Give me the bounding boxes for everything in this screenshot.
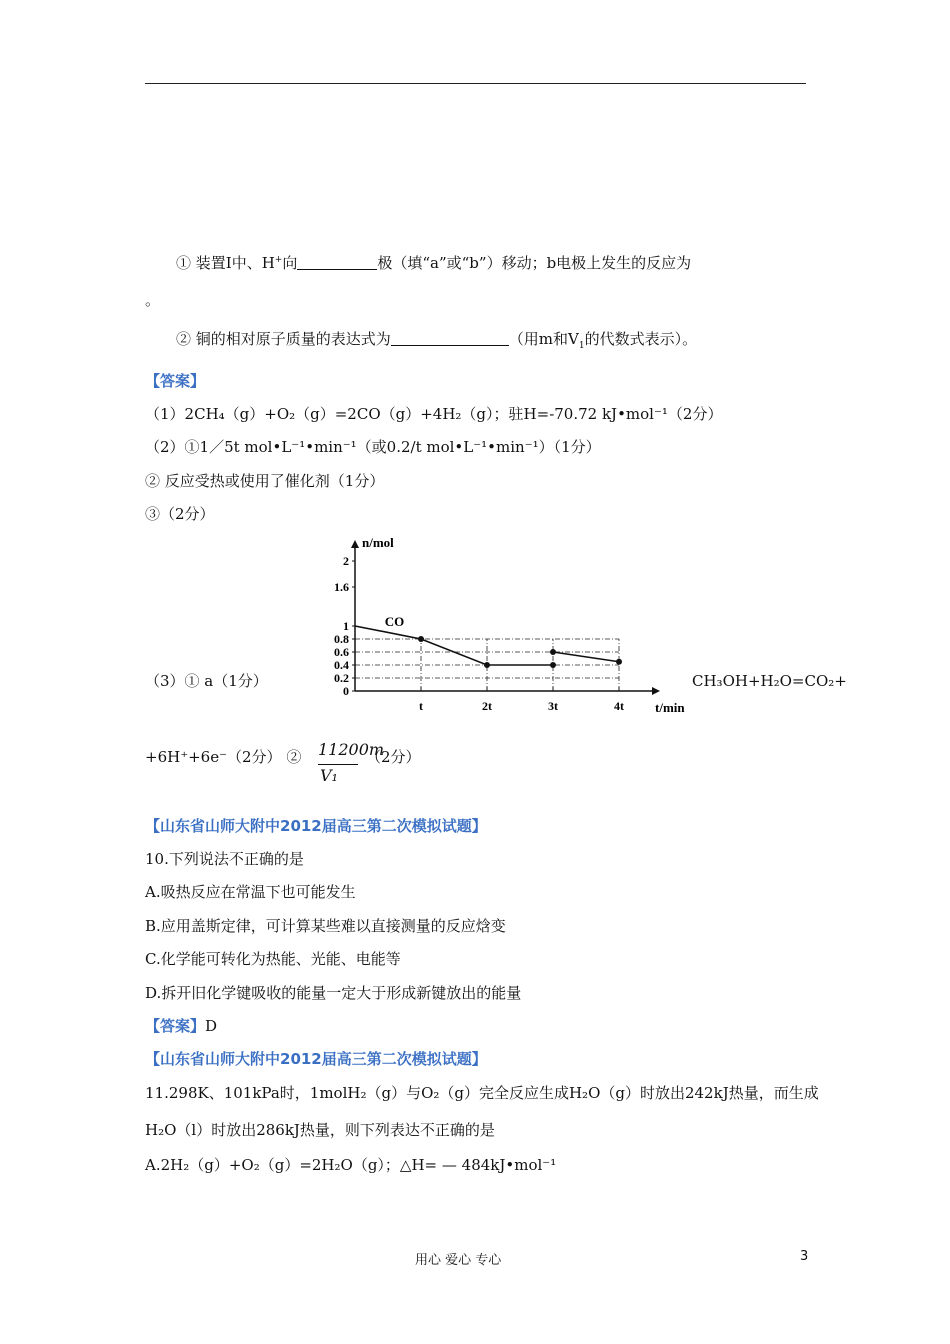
footer-slogan: 用心 爱心 专心: [415, 1253, 502, 1268]
q11-option-a: A.2H₂（g）+O₂（g）=2H₂O（g）；△H= — 484kJ•mol⁻¹: [145, 1156, 557, 1174]
x-tick-label: 2t: [482, 699, 492, 713]
y-axis-label: n/mol: [362, 535, 394, 550]
q10-answer: [145, 1016, 217, 1036]
x-axis-label: t/min: [655, 700, 685, 715]
answer-tag-2: 【答案】: [145, 1017, 206, 1035]
q10-option-d: D.拆开旧化学键吸收的能量一定大于形成新键放出的能量: [145, 984, 522, 1002]
y-tick-label: 1: [343, 619, 349, 633]
fraction-numerator: 11200m: [318, 740, 385, 759]
x-axis-arrow: [652, 687, 660, 695]
answer-part-3-cont: +6H⁺+6e⁻（2分） ②: [145, 748, 302, 766]
answer-part-1: （1）2CH₄（g）+O₂（g）=2CO（g）+4H₂（g）；驻H=-70.72 kJ•mol⁻¹（2分）: [145, 405, 723, 423]
fraction-denominator: V₁: [320, 766, 338, 785]
x-tick-label: 4t: [614, 699, 624, 713]
y-tick-label: 0.6: [334, 645, 349, 659]
y-tick-label: 0.8: [334, 632, 349, 646]
y-tick-label: 1.6: [334, 580, 349, 594]
co-data-point: [616, 659, 622, 665]
fraction-bar: [318, 764, 358, 765]
source-heading-2: 【山东省山师大附中2012届高三第二次模拟试题】: [145, 1050, 487, 1068]
y-tick-label: 2: [343, 554, 349, 568]
q-line-1: ① 装置Ⅰ中、H+向 极（填“a”或“b”）移动；b电极上发生的反应为: [176, 254, 692, 272]
answer-part-3-score: （2分）: [366, 748, 421, 766]
page-number: 3: [800, 1249, 809, 1264]
q-line-3: ② 铜的相对原子质量的表达式为 （用m和$V_1$的代数式表示）。: [176, 330, 698, 351]
q-line-2: 。: [145, 291, 161, 309]
co-data-point: [550, 649, 556, 655]
co-series-label: CO: [384, 614, 405, 629]
q11-line-1: 11.298K、101kPa时，1molH₂（g）与O₂（g）完全反应生成H₂O（g）时放出242kJ热量，而生成: [145, 1084, 819, 1102]
answer-part-2c: ③（2分）: [145, 505, 215, 523]
q10-option-c: C.化学能可转化为热能、光能、电能等: [145, 950, 401, 968]
q10-option-b: B.应用盖斯定律，可计算某些难以直接测量的反应焓变: [145, 917, 506, 935]
answer-part-2: （2）①1／5t mol•L⁻¹•min⁻¹（或0.2/t mol•L⁻¹•min⁻¹）（1分）: [145, 438, 601, 456]
answer-tag-1: 【答案】: [145, 372, 206, 390]
co-data-point: [418, 636, 424, 642]
n-vs-t-chart: [320, 530, 685, 720]
answer-part-2b: ② 反应受热或使用了催化剂（1分）: [145, 472, 385, 490]
q11-line-2: H₂O（l）时放出286kJ热量，则下列表达不正确的是: [145, 1121, 495, 1139]
x-tick-label: 3t: [548, 699, 558, 713]
y-tick-label: 0.4: [334, 658, 349, 672]
source-heading-1: 【山东省山师大附中2012届高三第二次模拟试题】: [145, 817, 487, 835]
co-data-point: [484, 662, 490, 668]
q10-answer-value: D: [205, 1017, 218, 1035]
co-series-line: [553, 652, 619, 662]
answer-part-3-equation: CH₃OH+H₂O=CO₂+: [692, 672, 847, 690]
answer-part-3: （3）① a（1分）: [145, 672, 268, 690]
co-series-line: [355, 626, 553, 665]
q10-stem: 10.下列说法不正确的是: [145, 850, 304, 868]
x-tick-label: t: [419, 699, 423, 713]
y-tick-label: 0: [343, 684, 349, 698]
q10-option-a: A.吸热反应在常温下也可能发生: [145, 883, 356, 901]
y-tick-label: 0.2: [334, 671, 349, 685]
co-data-point: [550, 662, 556, 668]
answer-blank-1: [297, 254, 377, 270]
header-rule: [145, 83, 806, 84]
answer-blank-2: [391, 330, 509, 346]
y-axis-arrow: [351, 540, 359, 548]
